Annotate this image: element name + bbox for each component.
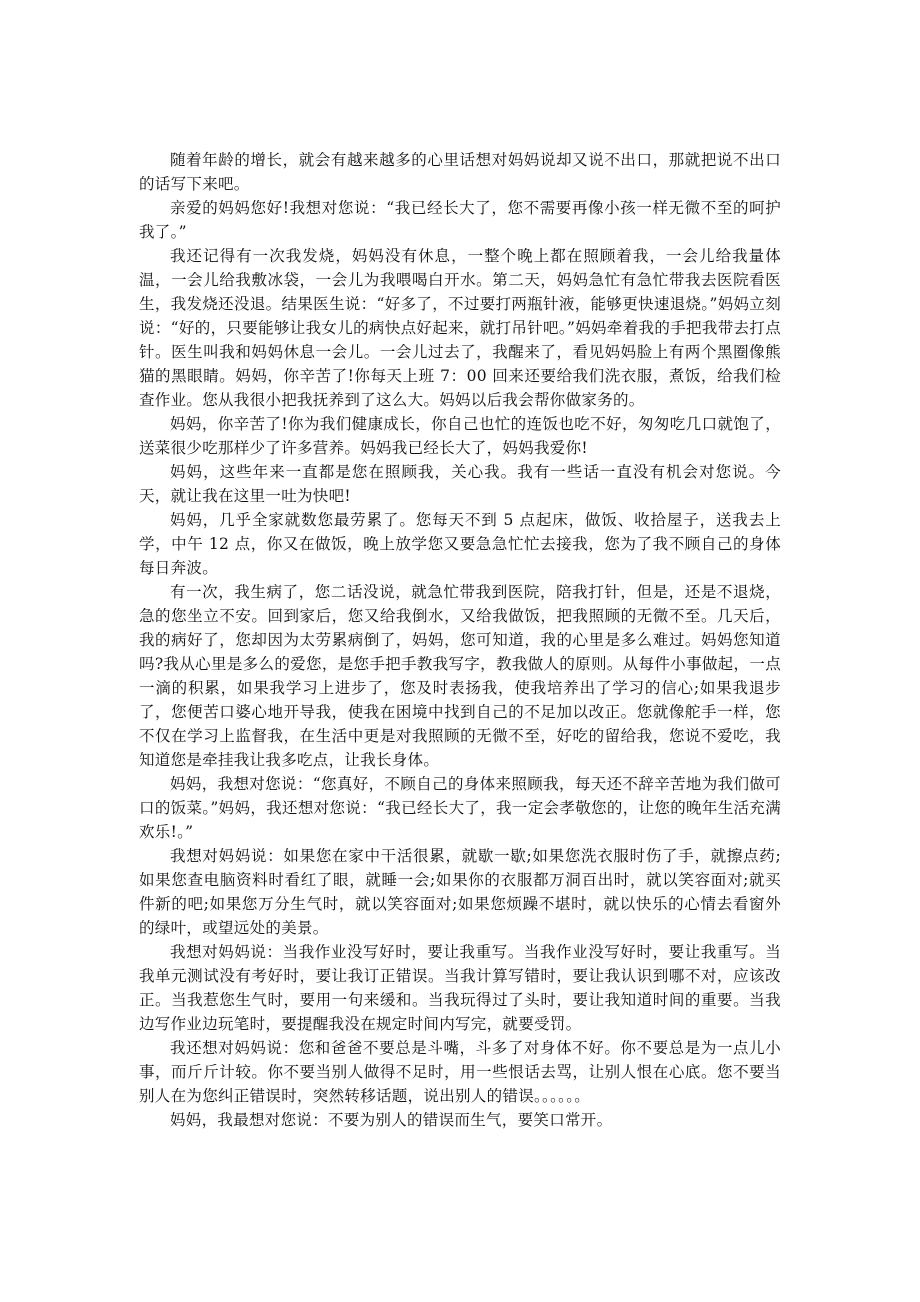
paragraph-discipline: 我想对妈妈说：当我作业没写好时，要让我重写。当我作业没写好时，要让我重写。当我单元测试没有考好时，要让我订正错误。当我计算写错时，要让我认识到哪不对，应该改正。当我惹您生气时，要用一句来缓和。当我玩得过了头时，要让我知道时间的重要。当我边写作业边玩笔时，要提醒我没在规定时间内写完，就要受罚。 (139, 943, 781, 1033)
paragraph-hardworking: 妈妈，几乎全家就数您最劳累了。您每天不到 5 点起床，做饭、收拾屋子，送我去上学，中午 12 点，你又在做饭，晚上放学您又要急急忙忙去接我，您为了我不顾自己的身体每日奔波。 (139, 511, 781, 577)
paragraph-intro: 随着年龄的增长，就会有越来越多的心里话想对妈妈说却又说不出口，那就把说不出口的话写下来吧。 (139, 151, 781, 193)
paragraph-fever-memory: 我还记得有一次我发烧，妈妈没有休息，一整个晚上都在照顾着我，一会儿给我量体温，一会儿给我敷冰袋，一会儿为我喂喝白开水。第二天，妈妈急忙有急忙带我去医院看医生，我发烧还没退。结果医生说：“好多了，不过要打两瓶针液，能够更快速退烧。”妈妈立刻说：“好的，只要能够让我女儿的病快点好起来，就打吊针吧。”妈妈牵着我的手把我带去打点针。医生叫我和妈妈休息一会儿。一会儿过去了，我醒来了，看见妈妈脸上有两个黑圈像熊猫的黑眼睛。妈妈，你辛苦了!你每天上班 7：00 回来还要给我们洗衣服，煮饭，给我们检查作业。您从我很小把我抚养到了这么大。妈妈以后我会帮你做家务的。 (139, 247, 781, 409)
paragraph-advice: 我想对妈妈说：如果您在家中干活很累，就歇一歇;如果您洗衣服时伤了手，就擦点药;如果您查电脑资料时看红了眼，就睡一会;如果你的衣服都万洞百出时，就以笑容面对;就买件新的吧;如果您万分生气时，就以笑容面对;如果您烦躁不堪时，就以快乐的心情去看窗外的绿叶，或望远处的美景。 (139, 847, 781, 937)
paragraph-wishes: 我还想对妈妈说：您和爸爸不要总是斗嘴，斗多了对身体不好。你不要总是为一点儿小事，而斤斤计较。你不要当别人做得不足时，用一些恨话去骂，让别人恨在心底。您不要当别人在为您纠正错误时，突然转移话题，说出别人的错误。。。。。。 (139, 1039, 781, 1105)
paragraph-closing: 妈妈，我最想对您说：不要为别人的错误而生气，要笑口常开。 (170, 1111, 613, 1129)
paragraph-gratitude: 妈妈，我想对您说：“您真好，不顾自己的身体来照顾我，每天还不辞辛苦地为我们做可口的饭菜。”妈妈，我还想对您说：“我已经长大了，我一定会孝敬您的，让您的晚年生活充满欢乐!。” (139, 775, 781, 841)
paragraph-greeting: 亲爱的妈妈您好!我想对您说：“我已经长大了，您不需要再像小孩一样无微不至的呵护我了。” (139, 199, 781, 241)
paragraph-care: 妈妈，这些年来一直都是您在照顾我，关心我。我有一些话一直没有机会对您说。今天，就让我在这里一吐为快吧! (139, 463, 781, 505)
paragraph-sickness: 有一次，我生病了，您二话没说，就急忙带我到医院，陪我打针，但是，还是不退烧，急的您坐立不安。回到家后，您又给我倒水，又给我做饭，把我照顾的无微不至。几天后，我的病好了，您却因为太劳累病倒了，妈妈，您可知道，我的心里是多么难过。妈妈您知道吗?我从心里是多么的爱您，是您手把手教我写字，教我做人的原则。从每件小事做起，一点一滴的积累，如果我学习上进步了，您及时表扬我，使我培养出了学习的信心;如果我退步了，您便苦口婆心地开导我，使我在困境中找到自己的不足加以改正。您就像舵手一样，您不仅在学习上监督我，在生活中更是对我照顾的无微不至，好吃的留给我，您说不爱吃，我知道您是牵挂我让我多吃点，让我长身体。 (139, 583, 781, 769)
paragraph-thanks: 妈妈，你辛苦了!你为我们健康成长，你自己也忙的连饭也吃不好，匆匆吃几口就饱了，送菜很少吃那样少了许多营养。妈妈我已经长大了，妈妈我爱你! (139, 415, 781, 457)
document-body (139, 148, 781, 1132)
